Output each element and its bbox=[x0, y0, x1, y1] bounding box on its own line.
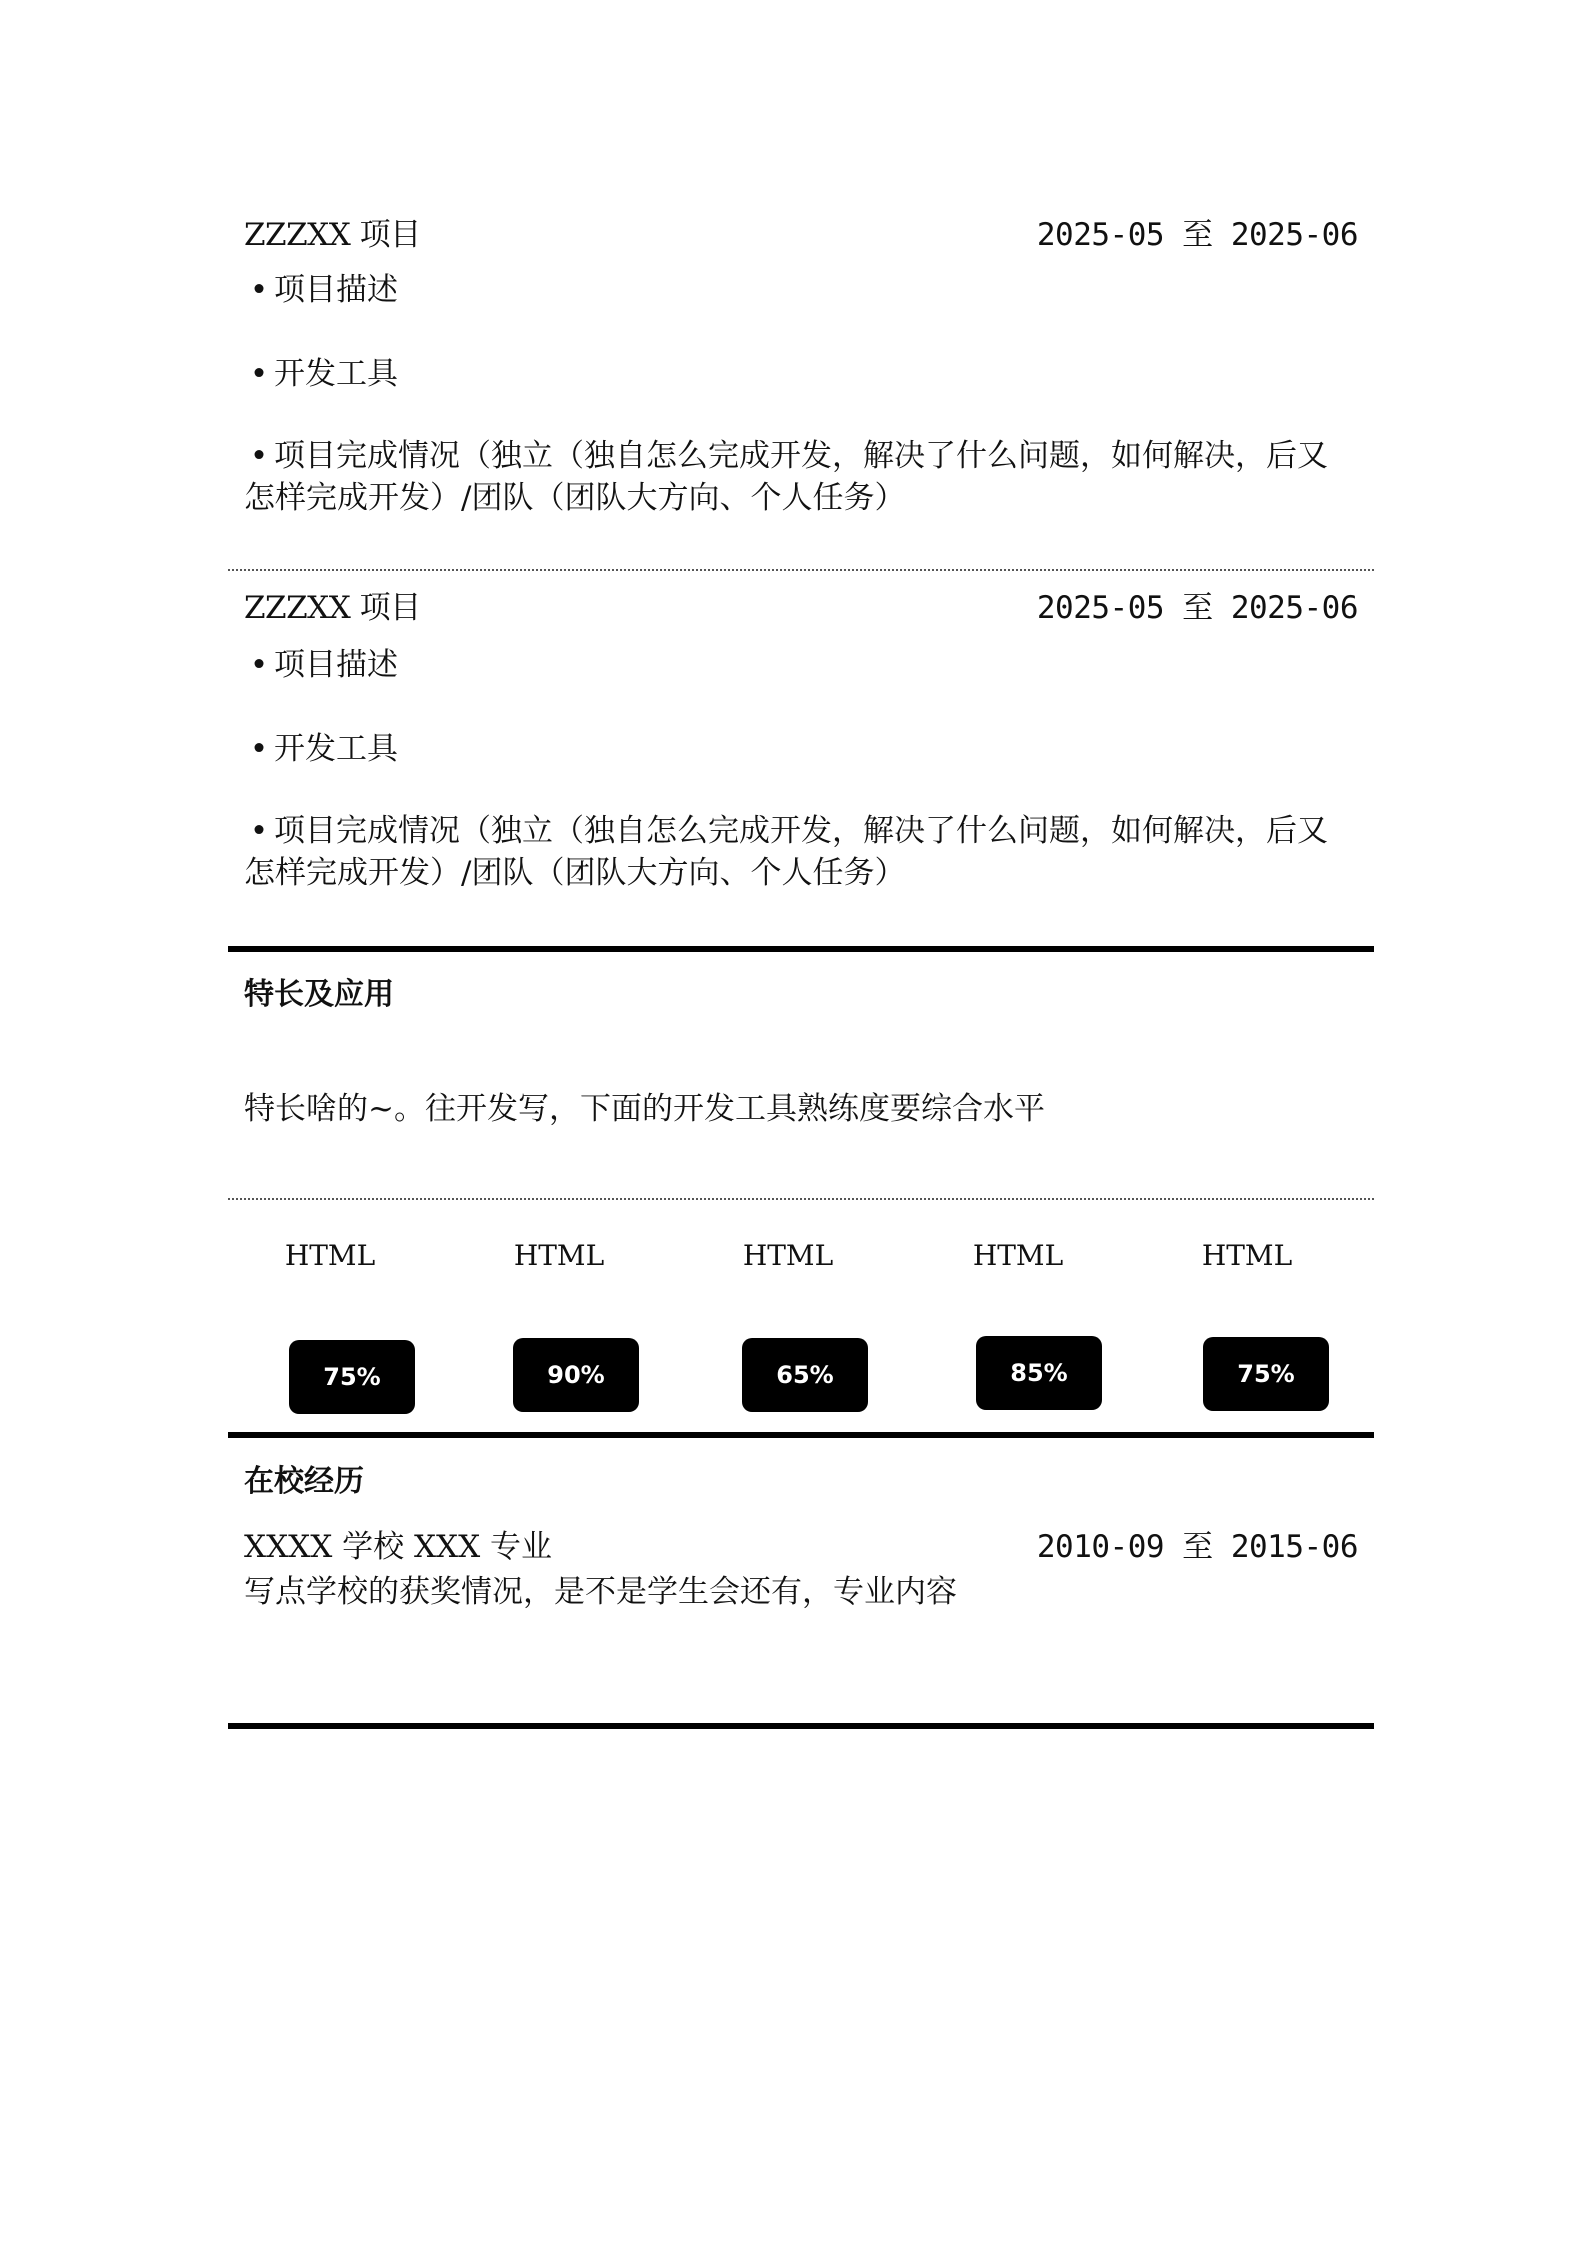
project-header bbox=[244, 215, 1358, 255]
bullet: • bbox=[249, 647, 269, 683]
skill-item bbox=[250, 1238, 410, 1274]
skill-item bbox=[1167, 1238, 1327, 1274]
project-tools bbox=[244, 728, 1358, 770]
skill-item bbox=[708, 1238, 868, 1274]
skill-name: HTML bbox=[742, 1239, 834, 1272]
bullet: • bbox=[249, 731, 269, 767]
skill-item bbox=[479, 1238, 639, 1274]
project-tools bbox=[244, 353, 1358, 395]
project-completion-line1: 项目完成情况（独立（独自怎么完成开发，解决了什么问题，如何解决，后又 bbox=[274, 438, 1328, 474]
project-date: 2025-05 至 2025-06 bbox=[1036, 217, 1358, 253]
project-title: ZZZXX 项目 bbox=[244, 217, 421, 253]
school-header bbox=[244, 1527, 1358, 1567]
project-entry bbox=[244, 215, 1358, 519]
skill-name: HTML bbox=[513, 1239, 605, 1272]
skill-name: HTML bbox=[972, 1239, 1064, 1272]
skill-name: HTML bbox=[284, 1239, 376, 1272]
bullet: • bbox=[249, 813, 269, 849]
skill-percent-badge: 85% bbox=[976, 1336, 1102, 1410]
section-title-skills: 特长及应用 bbox=[244, 977, 394, 1012]
section-divider bbox=[228, 946, 1374, 952]
divider-dotted bbox=[228, 1198, 1374, 1200]
skill-percent-badge: 90% bbox=[513, 1338, 639, 1412]
project-description-text: 项目描述 bbox=[274, 272, 398, 308]
project-description-text: 项目描述 bbox=[274, 647, 398, 683]
project-description bbox=[244, 269, 1358, 311]
project-date: 2025-05 至 2025-06 bbox=[1036, 590, 1358, 626]
project-header bbox=[244, 588, 1358, 628]
skill-percent-badge: 75% bbox=[289, 1340, 415, 1414]
project-tools-text: 开发工具 bbox=[274, 356, 398, 392]
skill-name: HTML bbox=[1201, 1239, 1293, 1272]
skill-item bbox=[938, 1238, 1098, 1274]
bullet: • bbox=[249, 272, 269, 308]
skill-percent-badge: 75% bbox=[1203, 1337, 1329, 1411]
project-completion bbox=[244, 810, 1358, 852]
project-completion-line1: 项目完成情况（独立（独自怎么完成开发，解决了什么问题，如何解决，后又 bbox=[274, 813, 1328, 849]
project-description bbox=[244, 644, 1358, 686]
divider-dotted bbox=[228, 569, 1374, 571]
project-completion-line2: 怎样完成开发）/团队（团队大方向、个人任务） bbox=[244, 855, 906, 891]
project-title: ZZZXX 项目 bbox=[244, 590, 421, 626]
project-completion bbox=[244, 435, 1358, 477]
skills-intro: 特长啥的~。往开发写，下面的开发工具熟练度要综合水平 bbox=[244, 1091, 1045, 1127]
bullet: • bbox=[249, 438, 269, 474]
skill-percent-badge: 65% bbox=[742, 1338, 868, 1412]
section-divider bbox=[228, 1432, 1374, 1438]
school-date: 2010-09 至 2015-06 bbox=[1036, 1529, 1358, 1565]
section-divider bbox=[228, 1723, 1374, 1729]
bullet: • bbox=[249, 356, 269, 392]
project-tools-text: 开发工具 bbox=[274, 731, 398, 767]
project-entry bbox=[244, 588, 1358, 894]
school-major: XXXX 学校 XXX 专业 bbox=[244, 1529, 553, 1565]
section-title-school: 在校经历 bbox=[244, 1464, 364, 1499]
school-details: 写点学校的获奖情况，是不是学生会还有，专业内容 bbox=[244, 1574, 957, 1610]
project-completion-line2: 怎样完成开发）/团队（团队大方向、个人任务） bbox=[244, 480, 906, 516]
